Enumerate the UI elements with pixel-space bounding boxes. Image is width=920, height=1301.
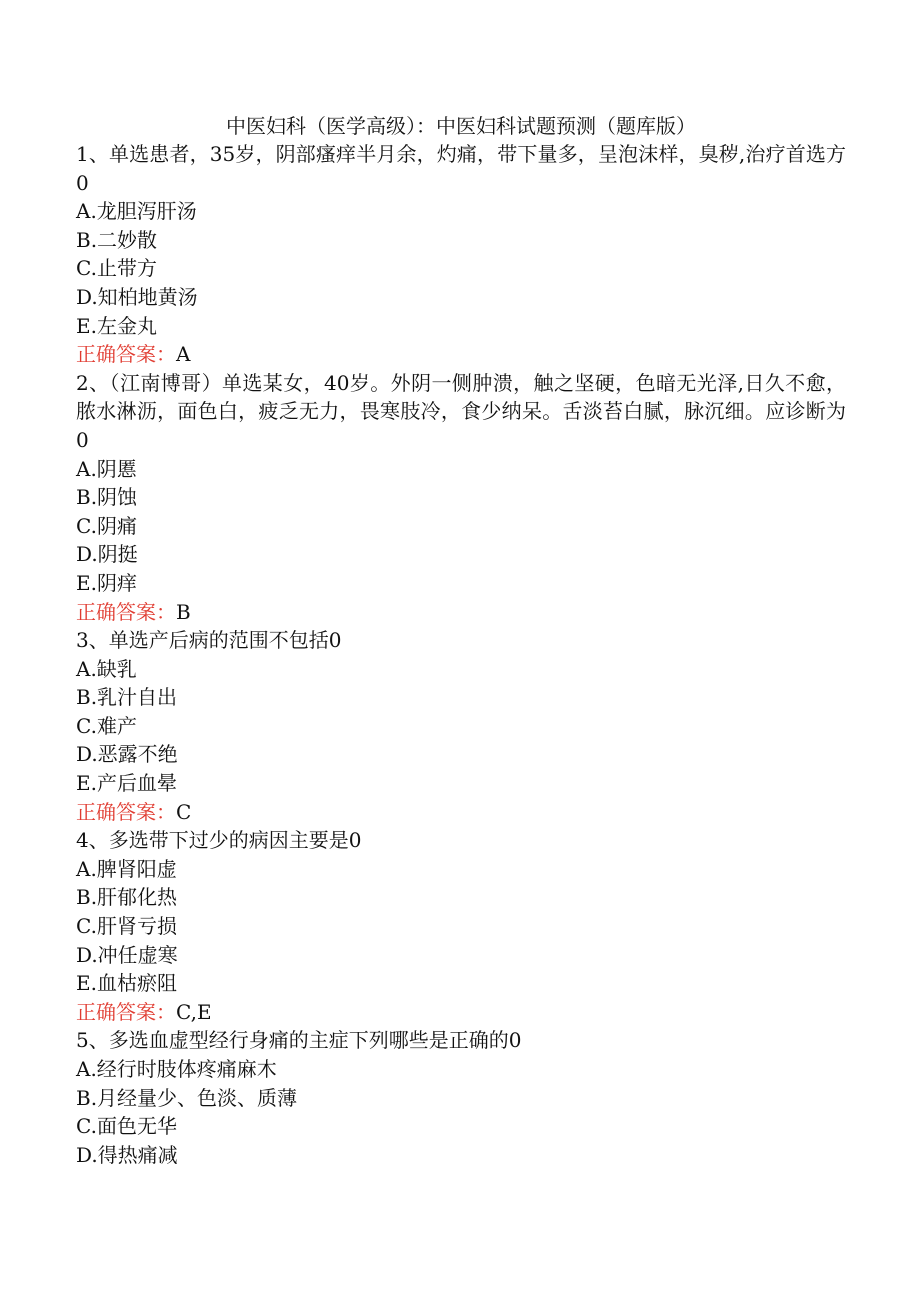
option-b: B.阴蚀 xyxy=(76,485,138,510)
option-d: D.得热痛减 xyxy=(76,1142,178,1167)
option-c: C.难产 xyxy=(76,713,137,738)
option-e: E.阴痒 xyxy=(76,570,137,595)
option-d: D.阴挺 xyxy=(76,542,138,567)
option-a: A.阴慝 xyxy=(76,456,137,481)
answer-label: 正确答案： xyxy=(76,599,176,624)
document-title: 中医妇科（医学高级）：中医妇科试题预测（题库版） xyxy=(226,114,696,138)
answer-line xyxy=(76,798,846,827)
answer-value: A xyxy=(176,342,191,367)
option-c: C.阴痛 xyxy=(76,513,137,538)
option-c: C.止带方 xyxy=(76,256,157,281)
option-a: A.缺乳 xyxy=(76,656,137,681)
answer-line xyxy=(76,340,846,369)
option-e: E.左金丸 xyxy=(76,313,157,338)
question-1 xyxy=(76,140,846,369)
option-b: B.乳汁自出 xyxy=(76,685,178,710)
question-stem: 3、单选产后病的范围不包括0 xyxy=(76,628,342,653)
question-4 xyxy=(76,826,846,1026)
question-5 xyxy=(76,1026,846,1169)
question-stem: 1、单选患者，35岁，阴部瘙痒半月余，灼痛，带下量多，呈泡沫样，臭秽,治疗首选方0 xyxy=(76,142,846,195)
option-b: B.二妙散 xyxy=(76,227,158,252)
answer-value: C xyxy=(176,799,192,824)
question-stem: 5、多选血虚型经行身痛的主症下列哪些是正确的0 xyxy=(76,1028,522,1053)
option-a: A.经行时肢体疼痛麻木 xyxy=(76,1057,277,1081)
option-a: A.龙胆泻肝汤 xyxy=(76,199,197,224)
option-a: A.脾肾阳虚 xyxy=(76,856,177,881)
question-stem: 4、多选带下过少的病因主要是0 xyxy=(76,828,362,853)
option-c: C.肝肾亏损 xyxy=(76,914,177,939)
answer-value: B xyxy=(176,599,191,624)
question-3 xyxy=(76,626,846,826)
answer-value: C,E xyxy=(176,999,212,1024)
answer-label: 正确答案： xyxy=(76,799,176,824)
option-d: D.知柏地黄汤 xyxy=(76,284,198,309)
answer-label: 正确答案： xyxy=(76,342,176,367)
answer-label: 正确答案： xyxy=(76,999,176,1024)
document-page xyxy=(76,112,846,1169)
option-e: E.产后血晕 xyxy=(76,771,177,796)
option-b: B.肝郁化热 xyxy=(76,885,178,910)
option-b: B.月经量少、色淡、质薄 xyxy=(76,1085,298,1110)
question-2 xyxy=(76,369,846,626)
answer-line xyxy=(76,998,846,1027)
question-stem: 2、（江南博哥）单选某女，40岁。外阴一侧肿溃，触之坚硬，色暗无光泽,日久不愈，脓水淋沥，面色白，疲乏无力，畏寒肢冷，食少纳呆。舌淡苔白腻，脉沉细。应诊断为0 xyxy=(76,370,846,452)
answer-line xyxy=(76,598,846,627)
option-d: D.冲任虚寒 xyxy=(76,942,178,967)
option-c: C.面色无华 xyxy=(76,1114,177,1139)
option-e: E.血枯瘀阻 xyxy=(76,971,177,996)
option-d: D.恶露不绝 xyxy=(76,742,178,767)
